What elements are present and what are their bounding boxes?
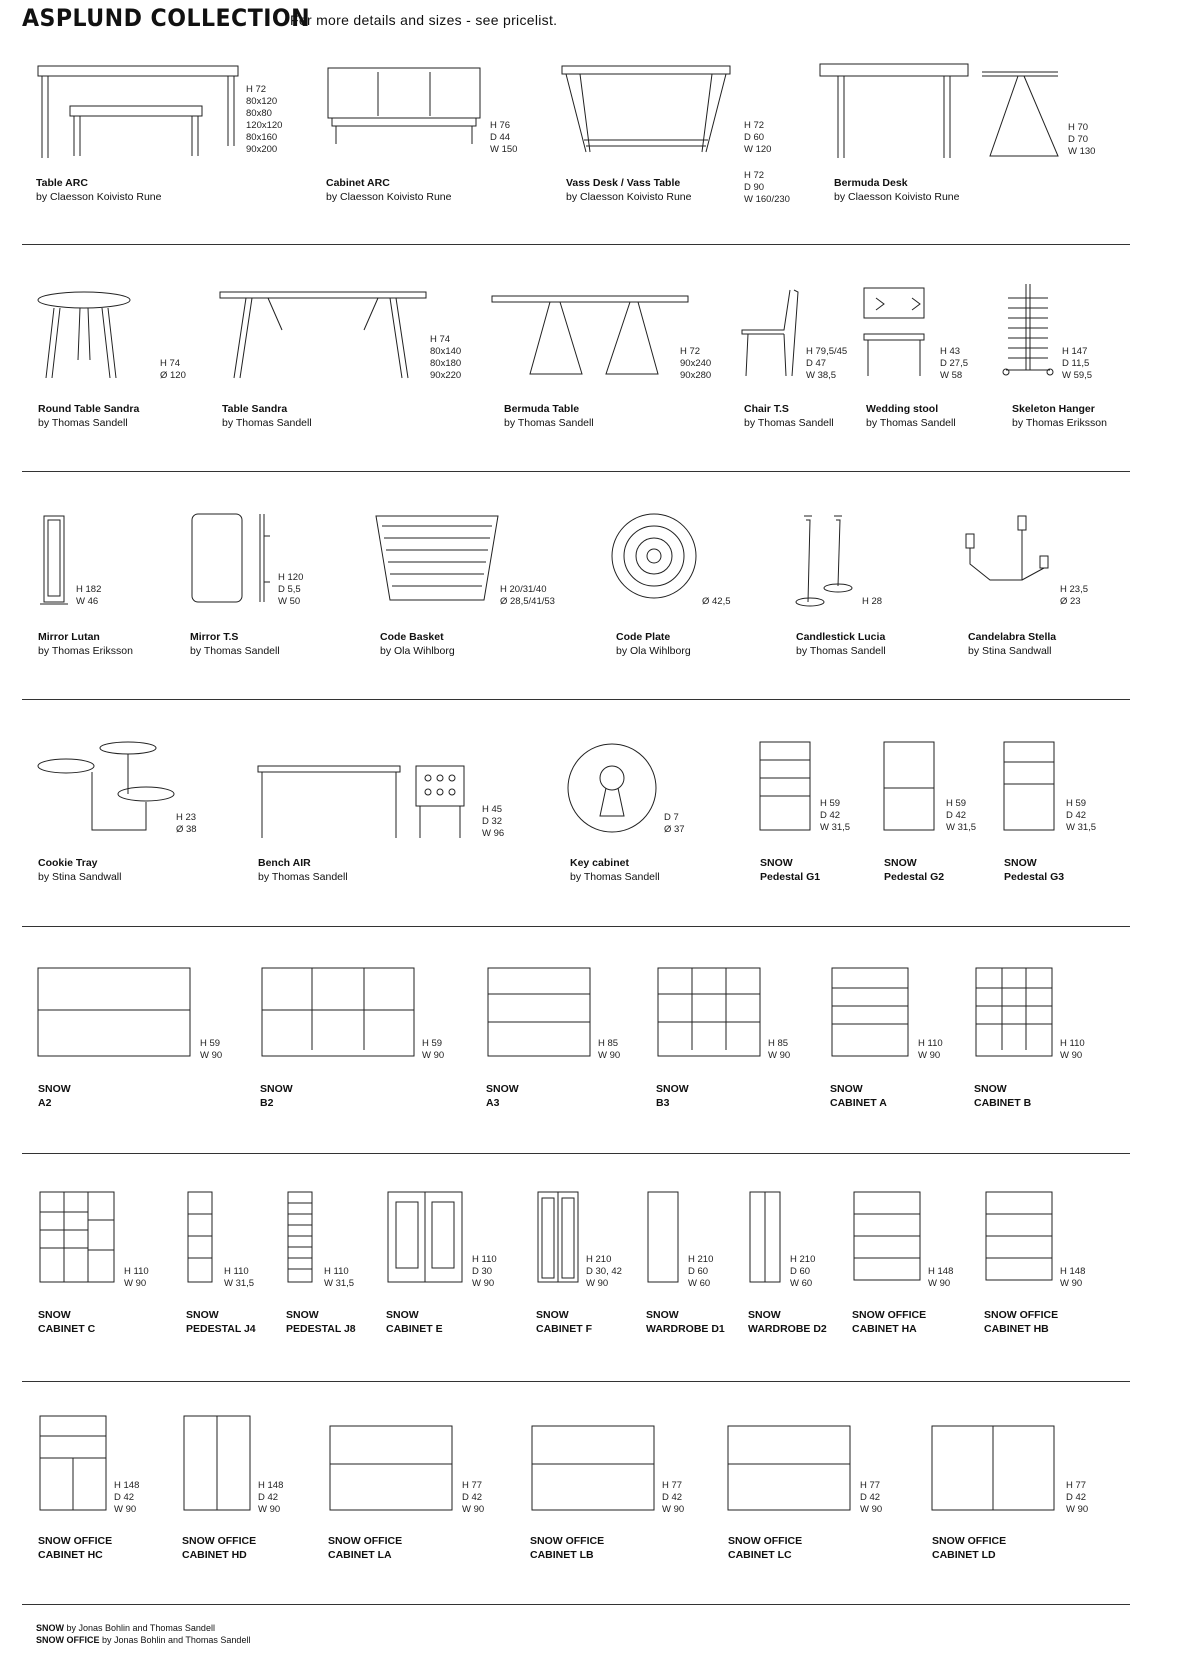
item-label <box>796 630 886 658</box>
snow-office-cabinet-lc-drawing <box>726 1424 852 1514</box>
footer-snow-label: SNOW <box>36 1623 64 1633</box>
item-label <box>728 1534 802 1562</box>
item-model: CABINET B <box>974 1097 1032 1109</box>
item-label <box>222 402 312 430</box>
item-dimensions: H 77 D 42 W 90 <box>662 1480 685 1515</box>
item-name: Table ARC <box>36 177 88 189</box>
item-dimensions: D 7 Ø 37 <box>664 812 685 835</box>
item-name: Bench AIR <box>258 857 311 869</box>
item-label <box>36 176 161 204</box>
item-name: SNOW OFFICE <box>328 1535 403 1547</box>
cabinet-arc-drawing <box>326 66 482 146</box>
item-label <box>38 1308 95 1336</box>
item-label <box>38 402 139 430</box>
item-dimensions: H 59 D 42 W 31,5 <box>946 798 977 833</box>
item-name: SNOW <box>646 1309 679 1321</box>
item-dimensions: H 20/31/40 Ø 28,5/41/53 <box>500 584 555 607</box>
item-designer: by Thomas Sandell <box>38 417 128 429</box>
item-dimensions: H 148 W 90 <box>1060 1266 1086 1289</box>
item-designer: by Thomas Sandell <box>258 871 348 883</box>
snow-pedestal-j4-drawing <box>186 1190 216 1286</box>
snow-wardrobe-d1-drawing <box>646 1190 680 1286</box>
item-name: Key cabinet <box>570 857 629 869</box>
page-subtitle: For more details and sizes - see pricelist. <box>290 12 558 28</box>
item-designer: by Thomas Eriksson <box>38 645 133 657</box>
item-label <box>744 402 834 430</box>
item-dimensions: H 72 90x240 90x280 <box>680 346 712 381</box>
item-dimensions: H 148 W 90 <box>928 1266 954 1289</box>
item-dimensions: H 110 W 90 <box>1060 1038 1085 1061</box>
item-model: CABINET HA <box>852 1323 917 1335</box>
item-dimensions: H 210 D 60 W 60 <box>790 1254 816 1289</box>
snow-a2-drawing <box>36 966 192 1058</box>
item-dimensions: H 85 W 90 <box>768 1038 791 1061</box>
footer-office-credit <box>36 1634 250 1646</box>
item-name: Table Sandra <box>222 403 288 415</box>
wedding-stool-drawing <box>862 286 930 378</box>
item-dimensions: H 110 W 31,5 <box>324 1266 355 1289</box>
item-label <box>1004 856 1064 884</box>
section-divider <box>22 1153 1130 1154</box>
item-name: Chair T.S <box>744 403 789 415</box>
item-label <box>968 630 1056 658</box>
item-dimensions: H 74 80x140 80x180 90x220 <box>430 334 462 381</box>
chair-ts-drawing <box>740 288 800 378</box>
item-dimensions-alt: H 72 D 90 W 160/230 <box>744 170 790 205</box>
snow-pedestal-g1-drawing <box>758 740 812 832</box>
item-label <box>258 856 348 884</box>
item-dimensions: H 110 D 30 W 90 <box>472 1254 497 1289</box>
code-plate-drawing <box>610 512 698 600</box>
item-label <box>566 176 691 204</box>
item-name: SNOW <box>38 1083 71 1095</box>
item-model: CABINET F <box>536 1323 592 1335</box>
item-label <box>646 1308 725 1336</box>
item-model: B2 <box>260 1097 274 1109</box>
item-name: Mirror Lutan <box>38 631 100 643</box>
item-label <box>182 1534 256 1562</box>
item-name: Vass Desk / Vass Table <box>566 177 681 189</box>
item-model: CABINET C <box>38 1323 96 1335</box>
item-model: Pedestal G2 <box>884 871 945 883</box>
item-dimensions: H 72 D 60 W 120 <box>744 120 772 155</box>
item-dimensions: H 110 W 90 <box>918 1038 943 1061</box>
item-model: CABINET A <box>830 1097 887 1109</box>
snow-cabinet-c-drawing <box>38 1190 118 1286</box>
item-name: SNOW <box>38 1309 71 1321</box>
item-label <box>830 1082 887 1110</box>
footer-office-label: SNOW OFFICE <box>36 1635 100 1645</box>
round-table-sandra-drawing <box>36 290 132 380</box>
snow-office-cabinet-ha-drawing <box>852 1190 922 1286</box>
item-dimensions: H 70 D 70 W 130 <box>1068 122 1096 157</box>
snow-a3-drawing <box>486 966 592 1058</box>
item-designer: by Thomas Sandell <box>866 417 956 429</box>
item-dimensions: H 59 W 90 <box>422 1038 445 1061</box>
item-label <box>38 630 133 658</box>
item-dimensions: H 182 W 46 <box>76 584 102 607</box>
item-model: CABINET HC <box>38 1549 103 1561</box>
item-dimensions: H 147 D 11,5 W 59,5 <box>1062 346 1093 381</box>
item-designer: by Thomas Sandell <box>504 417 594 429</box>
item-name: SNOW OFFICE <box>984 1309 1059 1321</box>
item-label <box>530 1534 604 1562</box>
item-designer: by Thomas Sandell <box>570 871 660 883</box>
item-model: WARDROBE D2 <box>748 1323 827 1335</box>
key-cabinet-drawing <box>566 742 662 834</box>
section-divider <box>22 1604 1130 1605</box>
item-name: SNOW <box>884 857 917 869</box>
item-dimensions: H 45 D 32 W 96 <box>482 804 505 839</box>
item-name: Cookie Tray <box>38 857 98 869</box>
item-dimensions: H 79,5/45 D 47 W 38,5 <box>806 346 848 381</box>
item-designer: by Stina Sandwall <box>38 871 122 883</box>
snow-wardrobe-d2-drawing <box>748 1190 782 1286</box>
item-model: B3 <box>656 1097 670 1109</box>
snow-pedestal-j8-drawing <box>286 1190 316 1286</box>
item-name: SNOW <box>186 1309 219 1321</box>
item-label <box>852 1308 926 1336</box>
snow-cabinet-e-drawing <box>386 1190 466 1286</box>
item-designer: by Thomas Sandell <box>190 645 280 657</box>
item-designer: by Claesson Koivisto Rune <box>834 191 960 203</box>
item-label <box>984 1308 1058 1336</box>
item-label <box>380 630 455 658</box>
section-divider <box>22 471 1130 472</box>
mirror-lutan-drawing <box>40 514 70 606</box>
item-label <box>616 630 691 658</box>
item-dimensions: H 120 D 5,5 W 50 <box>278 572 304 607</box>
item-name: SNOW <box>386 1309 419 1321</box>
snow-cabinet-b-drawing <box>974 966 1054 1058</box>
item-name: SNOW <box>286 1309 319 1321</box>
skeleton-hanger-drawing <box>1002 282 1052 378</box>
snow-office-cabinet-hc-drawing <box>38 1414 108 1514</box>
item-name: Round Table Sandra <box>38 403 140 415</box>
item-name: SNOW <box>1004 857 1037 869</box>
item-name: Bermuda Table <box>504 403 580 415</box>
item-dimensions: H 59 W 90 <box>200 1038 223 1061</box>
candlestick-lucia-drawing <box>794 514 860 606</box>
item-label <box>834 176 959 204</box>
item-label <box>656 1082 689 1110</box>
item-model: A3 <box>486 1097 500 1109</box>
footer-office-designers: by Jonas Bohlin and Thomas Sandell <box>102 1635 251 1645</box>
item-label <box>38 1534 112 1562</box>
item-name: SNOW <box>536 1309 569 1321</box>
item-designer: by Thomas Sandell <box>222 417 312 429</box>
snow-cabinet-f-drawing <box>536 1190 580 1286</box>
item-name: Mirror T.S <box>190 631 239 643</box>
page-title: ASPLUND COLLECTION <box>22 4 311 32</box>
item-dimensions: H 148 D 42 W 90 <box>258 1480 284 1515</box>
item-label <box>884 856 944 884</box>
item-name: Code Basket <box>380 631 444 643</box>
item-label <box>486 1082 519 1110</box>
item-name: SNOW OFFICE <box>38 1535 113 1547</box>
item-dimensions: H 59 D 42 W 31,5 <box>820 798 851 833</box>
item-name: Skeleton Hanger <box>1012 403 1095 415</box>
footer-snow-designers: by Jonas Bohlin and Thomas Sandell <box>66 1623 215 1633</box>
item-model: PEDESTAL J4 <box>186 1323 256 1335</box>
item-designer: by Ola Wihlborg <box>380 645 455 657</box>
item-designer: by Stina Sandwall <box>968 645 1052 657</box>
item-label <box>38 856 121 884</box>
item-label <box>536 1308 592 1336</box>
snow-office-cabinet-ld-drawing <box>930 1424 1056 1514</box>
candelabra-stella-drawing <box>962 514 1052 604</box>
item-dimensions: H 43 D 27,5 W 58 <box>940 346 968 381</box>
item-designer: by Claesson Koivisto Rune <box>566 191 692 203</box>
snow-b2-drawing <box>260 966 416 1058</box>
item-model: WARDROBE D1 <box>646 1323 725 1335</box>
table-sandra-drawing <box>218 290 428 380</box>
item-designer: by Thomas Eriksson <box>1012 417 1107 429</box>
item-designer: by Claesson Koivisto Rune <box>326 191 452 203</box>
item-label <box>570 856 660 884</box>
item-label <box>504 402 594 430</box>
code-basket-drawing <box>374 512 500 604</box>
item-name: SNOW <box>656 1083 689 1095</box>
cookie-tray-drawing <box>36 742 176 834</box>
item-dimensions: H 85 W 90 <box>598 1038 621 1061</box>
item-name: SNOW <box>830 1083 863 1095</box>
snow-office-cabinet-lb-drawing <box>530 1424 656 1514</box>
item-model: A2 <box>38 1097 52 1109</box>
item-model: CABINET HB <box>984 1323 1049 1335</box>
item-designer: by Thomas Sandell <box>796 645 886 657</box>
snow-office-cabinet-la-drawing <box>328 1424 454 1514</box>
item-model: CABINET LC <box>728 1549 792 1561</box>
snow-pedestal-g3-drawing <box>1002 740 1056 832</box>
section-divider <box>22 244 1130 245</box>
item-dimensions: H 74 Ø 120 <box>160 358 186 381</box>
item-name: SNOW <box>486 1083 519 1095</box>
item-name: SNOW OFFICE <box>852 1309 927 1321</box>
item-name: Candlestick Lucia <box>796 631 886 643</box>
item-label <box>974 1082 1031 1110</box>
item-dimensions: H 59 D 42 W 31,5 <box>1066 798 1097 833</box>
table-arc-drawing <box>36 64 236 160</box>
item-dimensions: H 76 D 44 W 150 <box>490 120 518 155</box>
item-name: SNOW <box>260 1083 293 1095</box>
item-label <box>286 1308 356 1336</box>
item-label <box>190 630 280 658</box>
item-dimensions: H 72 80x120 80x80 120x120 80x160 90x200 <box>246 84 283 155</box>
item-model: CABINET LB <box>530 1549 594 1561</box>
item-label <box>748 1308 827 1336</box>
item-name: SNOW OFFICE <box>182 1535 257 1547</box>
item-model: PEDESTAL J8 <box>286 1323 356 1335</box>
item-model: Pedestal G3 <box>1004 871 1065 883</box>
item-name: Candelabra Stella <box>968 631 1057 643</box>
item-dimensions: H 210 D 30, 42 W 90 <box>586 1254 622 1289</box>
snow-office-cabinet-hb-drawing <box>984 1190 1054 1286</box>
snow-office-cabinet-hd-drawing <box>182 1414 252 1514</box>
item-dimensions: H 77 D 42 W 90 <box>462 1480 485 1515</box>
item-model: CABINET E <box>386 1323 443 1335</box>
item-label <box>38 1082 71 1110</box>
item-dimensions: Ø 42,5 <box>702 596 731 607</box>
item-dimensions: H 110 W 31,5 <box>224 1266 255 1289</box>
item-label <box>326 176 451 204</box>
snow-cabinet-a-drawing <box>830 966 910 1058</box>
item-model: CABINET HD <box>182 1549 247 1561</box>
item-label <box>866 402 956 430</box>
item-name: Bermuda Desk <box>834 177 908 189</box>
item-model: CABINET LA <box>328 1549 392 1561</box>
item-label <box>260 1082 293 1110</box>
item-dimensions: H 110 W 90 <box>124 1266 149 1289</box>
item-name: SNOW OFFICE <box>932 1535 1007 1547</box>
footer-snow-credit <box>36 1622 215 1634</box>
item-name: SNOW <box>748 1309 781 1321</box>
section-divider <box>22 699 1130 700</box>
item-name: Cabinet ARC <box>326 177 390 189</box>
item-dimensions: H 23 Ø 38 <box>176 812 197 835</box>
item-dimensions: H 23,5 Ø 23 <box>1060 584 1088 607</box>
section-divider <box>22 1381 1130 1382</box>
bench-air-drawing <box>256 764 470 840</box>
item-label <box>328 1534 402 1562</box>
item-name: SNOW <box>760 857 793 869</box>
item-designer: by Thomas Sandell <box>744 417 834 429</box>
item-model: Pedestal G1 <box>760 871 821 883</box>
item-label <box>1012 402 1107 430</box>
item-dimensions: H 210 D 60 W 60 <box>688 1254 714 1289</box>
item-name: SNOW OFFICE <box>728 1535 803 1547</box>
section-divider <box>22 926 1130 927</box>
item-model: CABINET LD <box>932 1549 996 1561</box>
item-dimensions: H 77 D 42 W 90 <box>1066 1480 1089 1515</box>
item-dimensions: H 148 D 42 W 90 <box>114 1480 140 1515</box>
item-dimensions: H 77 D 42 W 90 <box>860 1480 883 1515</box>
item-designer: by Ola Wihlborg <box>616 645 691 657</box>
item-dimensions: H 28 <box>862 596 883 607</box>
item-label <box>386 1308 443 1336</box>
bermuda-table-drawing <box>490 294 690 378</box>
bermuda-desk-drawing <box>818 62 1058 162</box>
item-name: Code Plate <box>616 631 671 643</box>
item-name: SNOW OFFICE <box>530 1535 605 1547</box>
item-label <box>932 1534 1006 1562</box>
item-label <box>186 1308 256 1336</box>
item-name: Wedding stool <box>866 403 939 415</box>
item-name: SNOW <box>974 1083 1007 1095</box>
vass-desk-drawing <box>560 64 732 156</box>
snow-b3-drawing <box>656 966 762 1058</box>
item-designer: by Claesson Koivisto Rune <box>36 191 162 203</box>
item-label <box>760 856 820 884</box>
mirror-ts-drawing <box>190 512 280 604</box>
snow-pedestal-g2-drawing <box>882 740 936 832</box>
